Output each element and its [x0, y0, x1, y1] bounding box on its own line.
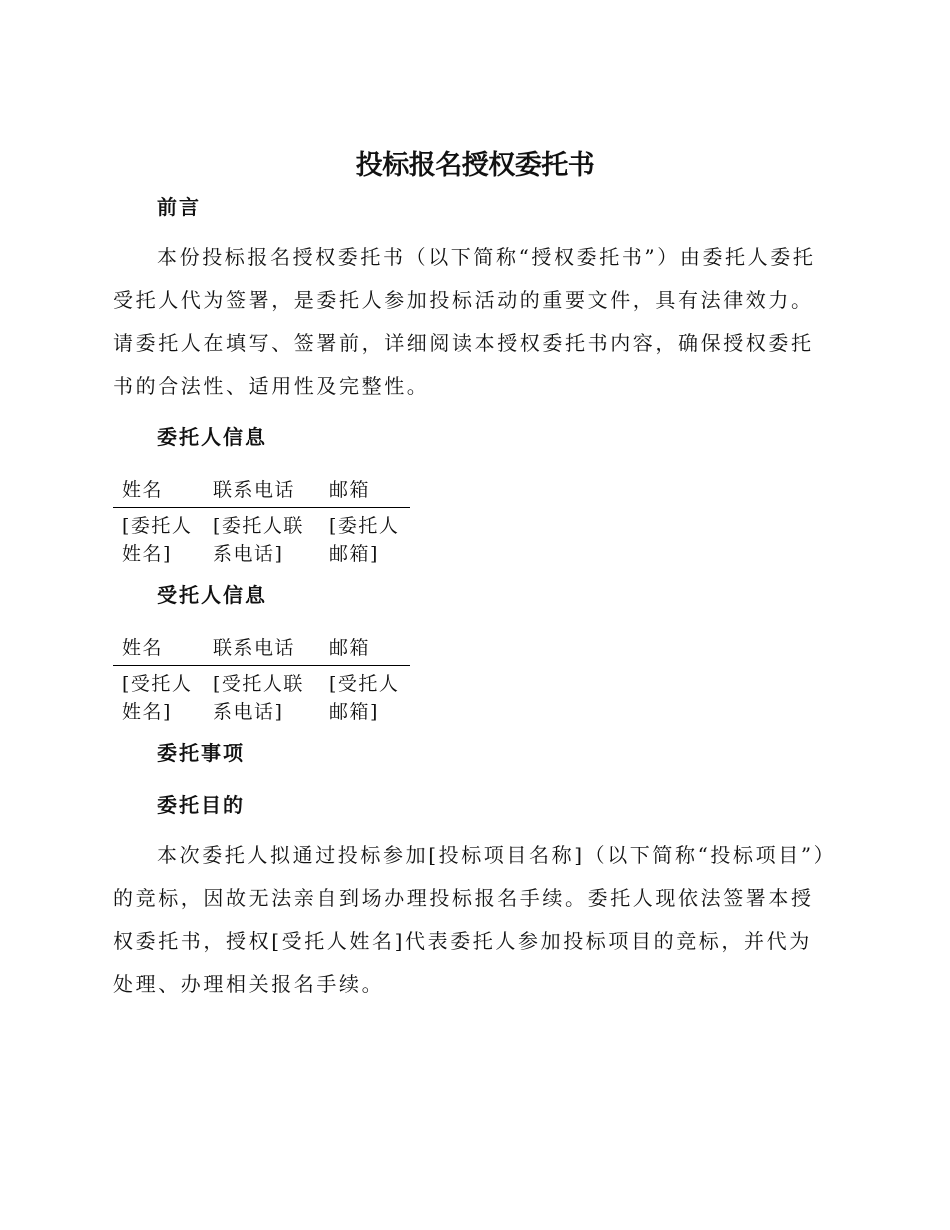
- purpose-paragraph: 本次委托人拟通过投标参加[投标项目名称]（以下简称“投标项目”）的竞标，因故无法亲自到场办理投标报名手续。委托人现依法签署本授权委托书，授权[受托人姓名]代表委托人参加投标项目的竞标，并代为处理、办理相关报名手续。: [113, 843, 827, 996]
- matters-heading: 委托事项: [157, 741, 245, 765]
- column-header-email: 邮箱: [320, 631, 410, 666]
- principal-email-cell: [委托人邮箱]: [329, 515, 400, 565]
- column-header-email: 邮箱: [320, 473, 410, 508]
- column-header-phone: 联系电话: [204, 473, 320, 508]
- agent-info-table: [113, 631, 410, 726]
- principal-phone-cell: [委托人联系电话]: [213, 515, 304, 565]
- column-header-phone: 联系电话: [204, 631, 320, 666]
- table-header-row: [113, 473, 410, 508]
- agent-info-heading: 受托人信息: [157, 583, 267, 607]
- purpose-heading: 委托目的: [157, 793, 245, 817]
- preface-paragraph: 本份投标报名授权委托书（以下简称“授权委托书”）由委托人委托受托人代为签署，是委托人参加投标活动的重要文件，具有法律效力。请委托人在填写、签署前，详细阅读本授权委托书内容，确保授权委托书的合法性、适用性及完整性。: [113, 245, 816, 398]
- agent-phone-cell: [受托人联系电话]: [213, 673, 304, 723]
- document-title: 投标报名授权委托书: [355, 150, 595, 181]
- principal-name-cell: [委托人姓名]: [122, 515, 193, 565]
- principal-info-table: [113, 473, 410, 568]
- table-row: [113, 666, 410, 727]
- agent-name-cell: [受托人姓名]: [122, 673, 193, 723]
- principal-info-heading: 委托人信息: [157, 425, 267, 449]
- table-header-row: [113, 631, 410, 666]
- column-header-name: 姓名: [113, 631, 204, 666]
- column-header-name: 姓名: [113, 473, 204, 508]
- table-row: [113, 508, 410, 569]
- preface-heading: 前言: [157, 195, 201, 219]
- agent-email-cell: [受托人邮箱]: [329, 673, 400, 723]
